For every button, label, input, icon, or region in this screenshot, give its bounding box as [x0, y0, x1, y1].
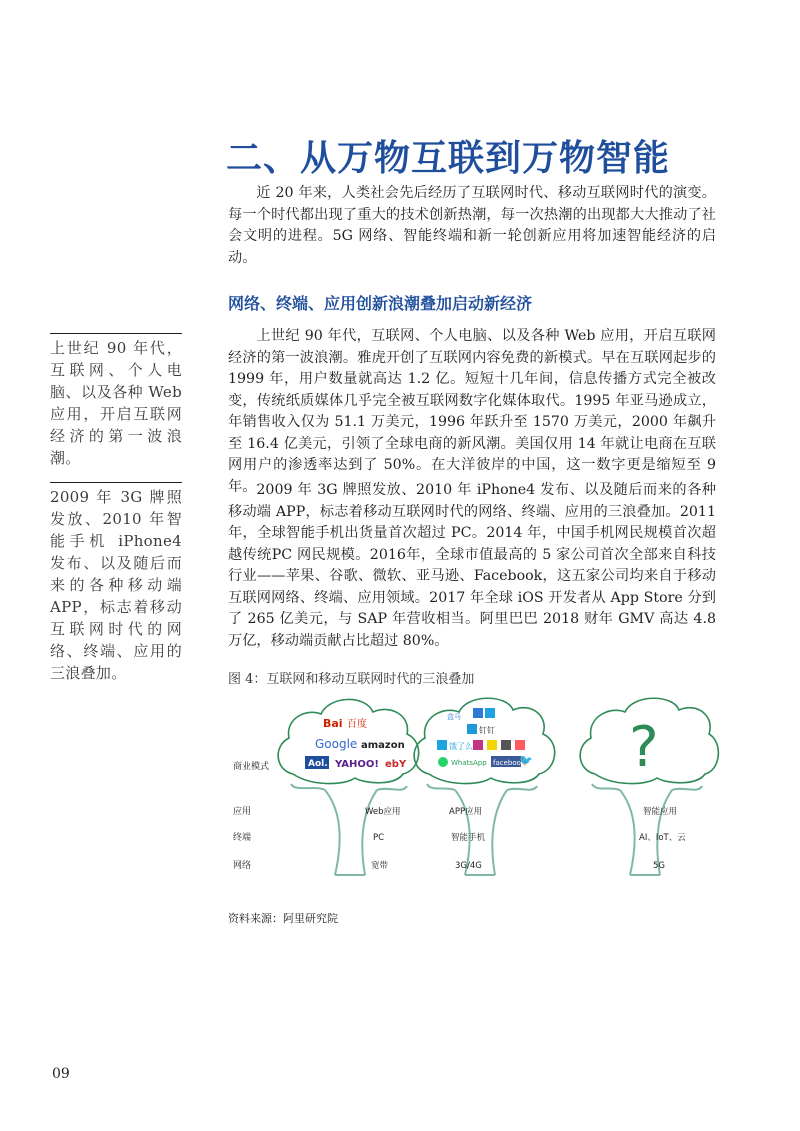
tree-internet: [278, 699, 419, 875]
body-paragraph-2: 2009 年 3G 牌照发放、2010 年 iPhone4 发布、以及随后而来的各种移动端 APP，标志着移动互联网时代的网络、终端、应用的三浪叠加。2011 年，全球智能手机出货量首次超过 PC。2014 年，中国手机网民规模首次超越传统PC 网民规模。2016年，全球市值最高的 5 家公司首次全部来自科技行业——苹果、谷歌、微软、亚马逊、Facebook，这五家公司均来自于移动互联网网络、终端、应用领域。2017 年全球 iOS 开发者从 App Store 分到了 265 亿美元，与 SAP 年营收相当。阿里巴巴 2018 财年 GMV 高达 4.8 万亿，移动端贡献占比超过 80%。: [228, 482, 716, 649]
logo-aol: Aol.: [308, 759, 328, 769]
three-waves-figure: [215, 690, 720, 895]
row-label-app: 应用: [233, 807, 252, 817]
tree1-app-label: Web应用: [365, 807, 401, 817]
tree1-network-label: 宽带: [371, 861, 389, 871]
tree-mobile-internet: [414, 698, 555, 875]
sidenote-1: 上世纪 90 年代，互联网、个人电脑、以及各种 Web 应用，开启互联网经济的第一波浪潮。: [50, 333, 182, 469]
page-number: 09: [52, 1066, 70, 1082]
tree2-device-label: 智能手机: [451, 833, 486, 843]
question-mark-icon: ?: [629, 715, 659, 780]
logo-dingding: 钉钉: [479, 726, 495, 735]
tree-intelligent: [580, 698, 718, 875]
logo-ebay: ebY: [385, 759, 407, 770]
logo-amazon: amazon: [361, 740, 405, 751]
tree3-device-label: AI、IoT、云: [639, 833, 686, 843]
sidenote-2: 2009 年 3G 牌照发放、2010 年智能手机 iPhone4 发布、以及随后而来的各种移动端 APP，标志着移动互联网时代的网络、终端、应用的三浪叠加。: [50, 482, 182, 684]
page-title: 二、从万物互联到万物智能: [226, 138, 671, 179]
twitter-icon: 🐦: [519, 754, 533, 767]
tree2-network-label: 3G/4G: [455, 861, 482, 871]
logo-yahoo: YAHOO!: [335, 759, 379, 770]
tree2-app-label: APP应用: [449, 807, 483, 817]
logo-baidu-bai: Bai: [323, 717, 343, 730]
logo-hema: 盒马: [447, 713, 461, 721]
logo-eleme: 饿了么: [449, 742, 473, 751]
tree3-network-label: 5G: [653, 861, 665, 871]
tree3-app-label: 智能应用: [643, 807, 678, 817]
logo-google: Google: [315, 737, 358, 751]
tree1-device-label: PC: [373, 833, 385, 843]
logo-whatsapp: WhatsApp: [451, 759, 487, 767]
row-label-device: 终端: [233, 833, 252, 843]
intro-paragraph: 近 20 年来，人类社会先后经历了互联网时代、移动互联网时代的演变。每一个时代都出现了重大的技术创新热潮，每一次热潮的出现都大大推动了社会文明的进程。5G 网络、智能终端和新一轮创新应用将加速智能经济的启动。: [228, 185, 716, 266]
figure-caption: 图 4：互联网和移动互联网时代的三浪叠加: [228, 672, 475, 687]
figure-source: 资料来源：阿里研究院: [228, 912, 338, 925]
row-label-business: 商业模式: [233, 762, 270, 772]
row-label-network: 网络: [233, 861, 252, 871]
logo-baidu-cn: 百度: [347, 719, 367, 730]
section-subheading: 网络、终端、应用创新浪潮叠加启动新经济: [228, 294, 533, 313]
logo-facebook: facebook: [493, 759, 525, 767]
body-paragraph-1: 上世纪 90 年代，互联网、个人电脑、以及各种 Web 应用，开启互联网经济的第一波浪潮。雅虎开创了互联网内容免费的新模式。早在互联网起步的 1999 年，用户数量就高达 1.2 亿。短短十几年间，信息传播方式完全被改变，传统纸质媒体几乎完全被互联网数字化媒体取代。1995 年亚马逊成立，年销售收入仅为 51.1 万美元，1996 年跃升至 1570 万美元，2000 年飙升至 16.4 亿美元，引领了全球电商的新风潮。美国仅用 14 年就让电商在互联网用户的渗透率达到了 50%。在大洋彼岸的中国，这一数字更是缩短至 9 年。: [228, 328, 716, 495]
